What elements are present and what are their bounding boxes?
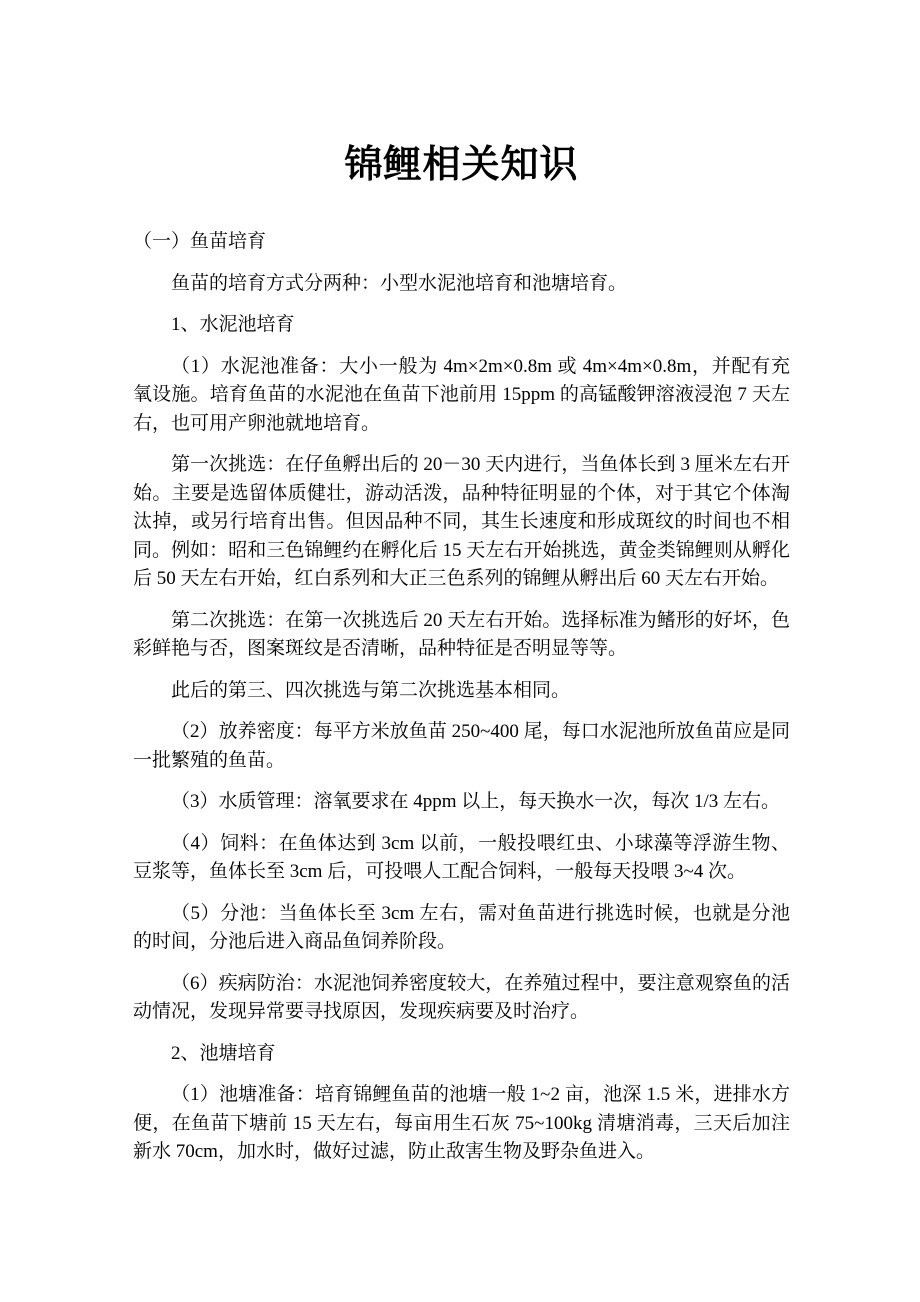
paragraph: （5）分池：当鱼体长至 3cm 左右，需对鱼苗进行挑选时候，也就是分池的时间，分池后进入商品鱼饲养阶段。 [133,902,790,952]
paragraph: （4）饲料：在鱼体达到 3cm 以前，一般投喂红虫、小球藻等浮游生物、豆浆等，鱼体长至 3cm 后，可投喂人工配合饲料，一般每天投喂 3~4 次。 [133,832,790,882]
paragraph: （6）疾病防治：水泥池饲养密度较大，在养殖过程中，要注意观察鱼的活动情况，发现异常要寻找原因，发现疾病要及时治疗。 [133,972,790,1022]
paragraph: （1）池塘准备：培育锦鲤鱼苗的池塘一般 1~2 亩，池深 1.5 米，进排水方便，在鱼苗下塘前 15 天左右，每亩用生石灰 75~100kg 清塘消毒，三天后加注新水 70cm，加水时，做好过滤，防止敌害生物及野杂鱼进入。 [133,1084,790,1162]
paragraph: 此后的第三、四次挑选与第二次挑选基本相同。 [171,679,571,701]
paragraph: 1、水泥池培育 [171,314,295,335]
paragraph: 鱼苗的培育方式分两种：小型水泥池培育和池塘培育。 [171,272,628,294]
paragraph: 第一次挑选：在仔鱼孵出后的 20－30 天内进行，当鱼体长到 3 厘米左右开始。主要是选留体质健壮，游动活泼，品种特征明显的个体，对于其它个体淘汰掉，或另行培育出售。但因品种不同，其生长速度和形成斑纹的时间也不相同。例如：昭和三色锦鲤约在孵化后 15 天左右开始挑选，黄金类锦鲤则从孵化后 50 天左右开始，红白系列和大正三色系列的锦鲤从孵出后 60 天左右开始。 [133,454,790,589]
paragraph: （1）水泥池准备：大小一般为 4m×2m×0.8m 或 4m×4m×0.8m，并配有充氧设施。培育鱼苗的水泥池在鱼苗下池前用 15ppm 的高锰酸钾溶液浸泡 7 天左右，也可用产卵池就地培育。 [133,355,790,434]
document-title: 锦鲤相关知识 [344,144,579,186]
document-body [133,228,790,1167]
paragraph: （一）鱼苗培育 [133,231,267,252]
paragraph: （3）水质管理：溶氧要求在 4ppm 以上，每天换水一次，每次 1/3 左右。 [171,791,781,812]
paragraph: 第二次挑选：在第一次挑选后 20 天左右开始。选择标准为鳍形的好坏，色彩鲜艳与否，图案斑纹是否清晰，品种特征是否明显等等。 [133,609,790,659]
paragraph: （2）放养密度：每平方米放鱼苗 250~400 尾，每口水泥池所放鱼苗应是同一批繁殖的鱼苗。 [133,721,790,771]
paragraph: 2、池塘培育 [171,1042,276,1064]
